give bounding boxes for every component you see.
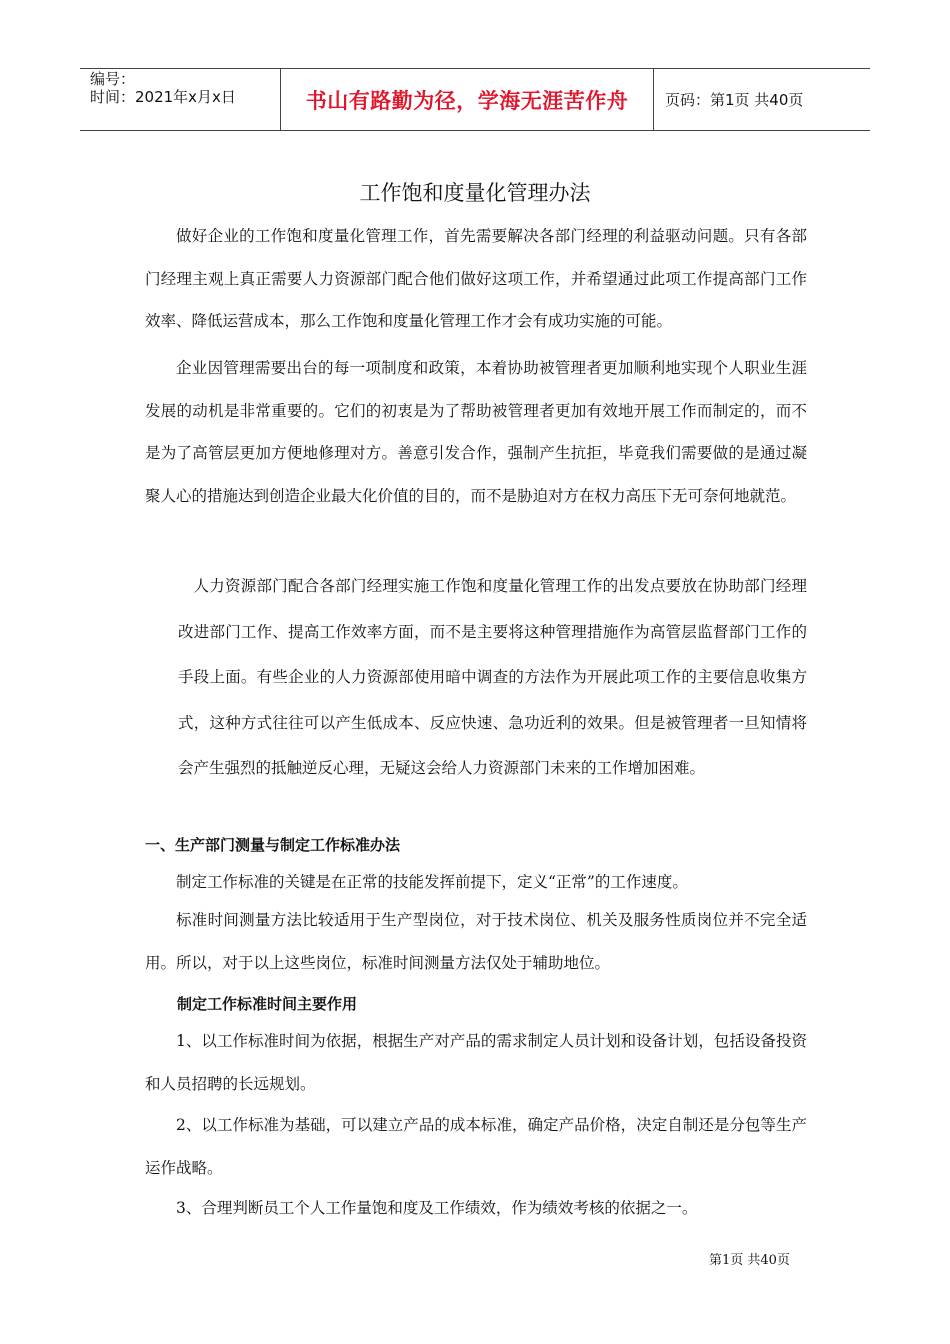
paragraph: 标准时间测量方法比较适用于生产型岗位，对于技术岗位、机关及服务性质岗位并不完全适用。所以，对于以上这些岗位，标准时间测量方法仅处于辅助地位。: [145, 911, 807, 972]
date-label: 时间：2021年x月x日: [90, 88, 236, 106]
list-item: 2、以工作标准为基础，可以建立产品的成本标准，确定产品价格，决定自制还是分包等生产运作战略。: [145, 1116, 807, 1177]
header-motto: 书山有路勤为径，学海无涯苦作舟: [305, 88, 629, 113]
paragraph: 做好企业的工作饱和度量化管理工作，首先需要解决各部门经理的利益驱动问题。只有各部门经理主观上真正需要人力资源部门配合他们做好这项工作，并希望通过此项工作提高部门工作效率、降低运营成本，那么工作饱和度量化管理工作才会有成功实施的可能。: [145, 227, 807, 330]
header-meta: [80, 69, 280, 130]
list-item: 1、以工作标准时间为依据，根据生产对产品的需求制定人员计划和设备计划，包括设备投资和人员招聘的长远规划。: [145, 1032, 807, 1093]
header-page-label: 页码：第1页 共40页: [665, 91, 804, 109]
paragraph: 人力资源部门配合各部门经理实施工作饱和度量化管理工作的出发点要放在协助部门经理改进部门工作、提高工作效率方面，而不是主要将这种管理措施作为高管层监督部门工作的手段上面。有些企业的人力资源部使用暗中调查的方法作为开展此项工作的主要信息收集方式，这种方式往往可以产生低成本、反应快速、急功近利的效果。但是被管理者一旦知情将会产生强烈的抵触逆反心理，无疑这会给人力资源部门未来的工作增加困难。: [178, 577, 807, 777]
section-heading: 一、生产部门测量与制定工作标准办法: [145, 836, 401, 854]
list-item: 3、合理判断员工个人工作量饱和度及工作绩效，作为绩效考核的依据之一。: [176, 1199, 698, 1217]
subheading: 制定工作标准时间主要作用: [177, 995, 358, 1013]
paragraph: 制定工作标准的关键是在正常的技能发挥前提下，定义“正常”的工作速度。: [176, 873, 688, 891]
page-header: [80, 68, 870, 131]
footer-page-label: 第1页 共40页: [709, 1253, 790, 1268]
number-label: 编号：: [90, 70, 136, 88]
document-title: 工作饱和度量化管理办法: [359, 181, 591, 205]
paragraph: 企业因管理需要出台的每一项制度和政策，本着协助被管理者更加顺利地实现个人职业生涯发展的动机是非常重要的。它们的初衷是为了帮助被管理者更加有效地开展工作而制定的，而不是为了高管层更加方便地修理对方。善意引发合作，强制产生抗拒，毕竟我们需要做的是通过凝聚人心的措施达到创造企业最大化价值的目的，而不是胁迫对方在权力高压下无可奈何地就范。: [145, 359, 807, 505]
